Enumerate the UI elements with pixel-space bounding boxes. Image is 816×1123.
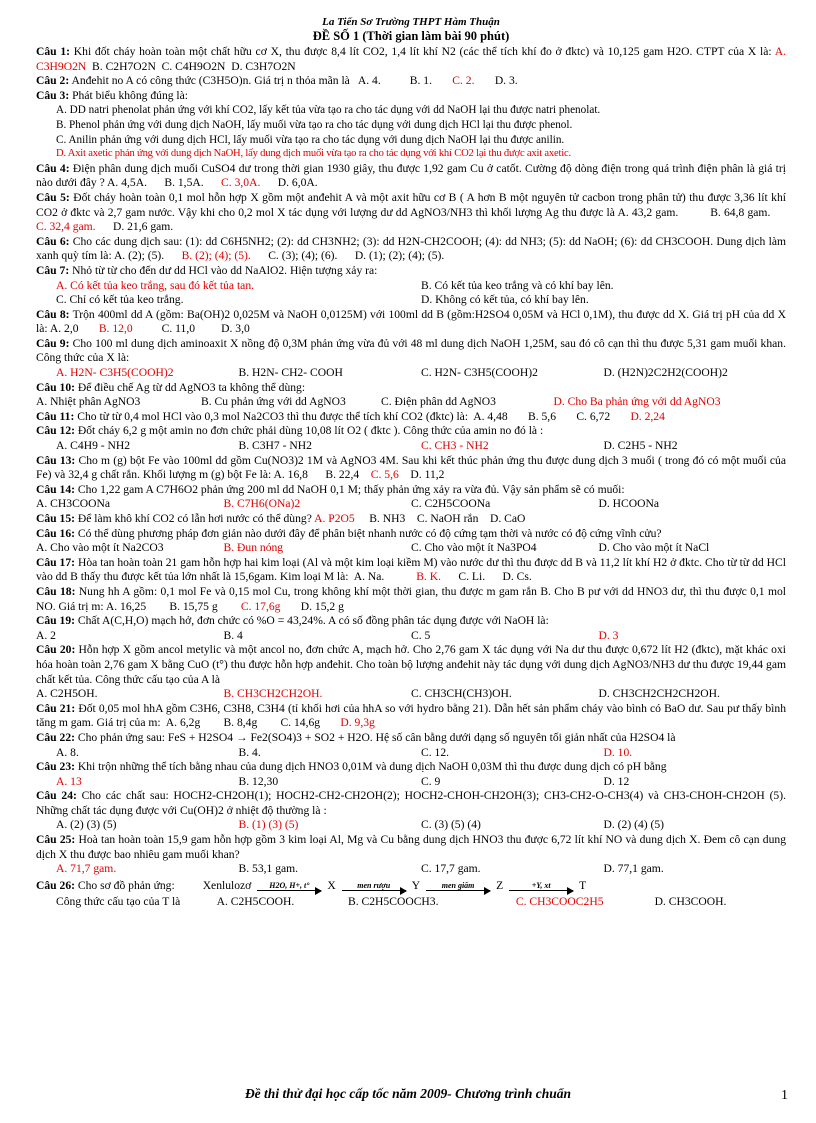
question-14: Câu 14: Cho 1,22 gam A C7H6O2 phản ứng 200 ml dd NaOH 0,1 M; thấy phản ứng xảy ra vừa đủ. Vậy sản phẩm sẽ có muối: [36, 482, 625, 496]
question-26: Câu 26: Cho sơ đồ phản ứng: Xenlulozơ H2O, H+, t° X men rượu Y men giấm Z +Y, xt T [36, 878, 587, 892]
question-9: Câu 9: Cho 100 ml dung dịch aminoaxit X nồng độ 0,3M phản ứng vừa đủ với 48 ml dung dịch NaOH 1,25M, sau đó cô cạn thì thu được 5,31 gam muối khan. Công thức của X là: [36, 336, 786, 365]
question-7-options-row2: C. Chỉ có kết tủa keo trắng. D. Không có kết tủa, có khí bay lên. [56, 293, 589, 307]
question-22: Câu 22: Cho phản ứng sau: FeS + H2SO4 → Fe2(SO4)3 + SO2 + H2O. Hệ số cân bằng dưới dạng số nguyên tối giản nhất của H2SO4 là [36, 730, 676, 744]
scheme-z: Z [496, 878, 504, 892]
question-5: Câu 5: Đốt cháy hoàn toàn 0,1 mol hỗn hợp X gồm một anđehit A và một axit hữu cơ B ( A hơn B một nguyên tử cacbon trong phân tử) thu được 3,36 lít khí CO2 ở đktc và 2,7 gam nước. Vậy khi cho 0,2 mol X tác dụng với lượng dư dd AgNO3/NH3 thì khối lượng Ag thu được là A. 43,2 gam. B. 64,8 gam. C. 32,4 gam. D. 21,6 gam. [36, 190, 786, 234]
question-1: Câu 1: Khi đốt cháy hoàn toàn một chất hữu cơ X, thu được 8,4 lít CO2, 1,4 lít khí N2 (các thể tích khí đo ở đktc) và 10,125 gam H2O. CTPT của X là: A. C3H9O2N B. C2H7O2N C. C4H9O2N D. C3H7O2N [36, 45, 786, 73]
scheme-y: Y [411, 878, 421, 892]
scheme-t: T [579, 878, 587, 892]
question-23: Câu 23: Khi trộn những thể tích bằng nhau của dung dịch HNO3 0,01M và dung dịch NaOH 0,03M thì thu được dung dịch có pH bằng [36, 760, 667, 774]
question-25-options: A. 71,7 gam. B. 53,1 gam. C. 17,7 gam. D. 77,1 gam. [56, 862, 664, 876]
question-25: Câu 25: Hoà tan hoàn toàn 15,9 gam hỗn hợp gồm 3 kim loại Al, Mg và Cu bằng dung dịch HNO3 thu được 6,72 lít khí NO và dung dịch X. Đem cô cạn dung dịch X thu được bao nhiêu gam muối khan? [36, 833, 786, 861]
question-2: Câu 2: Anđehit no A có công thức (C3H5O)n. Giá trị n thỏa mãn là A. 4. B. 1. C. 2. D. 3. [36, 74, 518, 88]
question-21: Câu 21: Đốt 0,05 mol hhA gồm C3H6, C3H8, C3H4 (tỉ khối hơi của hhA so với hydro bằng 21). Dẫn hết sản phẩm cháy vào bình có BaO dư. Sau pư thấy bình tăng m gam. Giá trị của m: A. 6,2g B. 8,4g C. 14,6g D. 9,3g [36, 701, 787, 730]
question-23-options: A. 13 B. 12,30 C. 9 D. 12 [56, 774, 630, 788]
scheme-arrow-1: H2O, H+, t° [257, 881, 321, 891]
scheme-arrow-4: +Y, xt [509, 881, 573, 891]
scheme-arrow-2: men rượu [342, 881, 406, 891]
question-20: Câu 20: Hỗn hợp X gồm ancol metylic và một ancol no, đơn chức A, mạch hở. Cho 2,76 gam X tác dụng với Na dư thu được 0,672 lít H2 (đktc), mặt khác oxi hóa hoàn toàn 2,76 gam X bằng CuO (t°) thu được hỗn hợp anđehit. Cho toàn bộ lượng anđehit này tác dụng với dung dịch AgNO3/NH3 dư thu được 19,44 gam chất kết tủa. Công thức cấu tạo của A là [36, 643, 786, 686]
exam-title: ĐỀ SỐ 1 (Thời gian làm bài 90 phút) [312, 29, 510, 43]
question-16-options: A. Cho vào một ít Na2CO3 B. Đun nóng C. Cho vào một ít Na3PO4 D. Cho vào một ít NaCl [36, 541, 710, 555]
question-10-options: A. Nhiệt phân AgNO3 B. Cu phản ứng với dd AgNO3 C. Điện phân dd AgNO3 D. Cho Ba phản ứng với dd AgNO3 [36, 395, 721, 409]
question-12: Câu 12: Đốt cháy 6,2 g một amin no đơn chức phải dùng 10,08 lít O2 ( đktc ). Công thức của amin no đó là : [36, 424, 544, 438]
scheme-x: X [327, 878, 336, 892]
question-17: Câu 17: Hòa tan hoàn toàn 21 gam hỗn hợp hai kim loại (Al và một kim loại kiềm M) vào nước dư thì thu được dd B và 11,2 lít khí H2 ở đktc. Cho từ từ dd HCl vào dd B thấy thu được kết tủa lớn nhất là 15,6gam. Kim loại M là: A. Na. B. K. C. Li. D. Cs. [36, 555, 786, 584]
question-3: Câu 3: Phát biểu không đúng là: [36, 88, 189, 102]
question-4: Câu 4: Điện phân dung dịch muối CuSO4 dư trong thời gian 1930 giây, thu được 1,92 gam Cu ở catốt. Cường độ dòng điện trong quá trình điện phân là giá trị nào dưới đây ? A. 4,5A. B. 1,5A. C. 3,0A. D. 6,0A. [36, 161, 786, 190]
question-10: Câu 10: Để điều chế Ag từ dd AgNO3 ta không thể dùng: [36, 380, 306, 394]
question-20-options: A. C2H5OH. B. CH3CH2CH2OH. C. CH3CH(CH3)OH. D. CH3CH2CH2CH2OH. [36, 687, 720, 701]
question-7-options-row1: A. Có kết tủa keo trắng, sau đó kết tủa tan. B. Có kết tủa keo trắng và có khí bay lên. [56, 278, 614, 292]
scheme-start: Xenlulozơ [202, 878, 252, 892]
question-14-options: A. CH3COONa B. C7H6(ONa)2 C. C2H5COONa D. HCOONa [36, 497, 660, 511]
question-15: Câu 15: Để làm khô khí CO2 có lẫn hơi nước có thể dùng? A. P2O5 B. NH3 C. NaOH rắn D. CaO [36, 512, 526, 525]
question-9-options: A. H2N- C3H5(COOH)2 B. H2N- CH2- COOH C. H2N- C3H5(COOH)2 D. (H2N)2C2H2(COOH)2 [56, 366, 728, 380]
question-11: Câu 11: Cho từ từ 0,4 mol HCl vào 0,3 mol Na2CO3 thì thu được thể tích khí CO2 (đktc) là: A. 4,48 B. 5,6 C. 6,72 D. 2,24 [36, 409, 665, 423]
page-header: La Tiến Sơ Trường THPT Hàm Thuận [322, 16, 500, 28]
question-6: Câu 6: Cho các dung dịch sau: (1): dd C6H5NH2; (2): dd CH3NH2; (3): dd H2N-CH2COOH; (4): dd NH3; (5): dd NaOH; (6): dd CH3COOH. Dung dịch làm xanh quỳ tím là: A. (2); (5). B. (2); (4); (5). C. (3); (4); (6). D. (1); (2); (4); (5). [36, 234, 786, 263]
exam-page [36, 16, 786, 910]
question-16: Câu 16: Có thể dùng phương pháp đơn giản nào dưới đây để phân biệt nhanh nước có độ cứng tạm thời và nước có độ cứng vĩnh cửu? [36, 526, 662, 540]
question-19-options: A. 2 B. 4 C. 5 D. 3 [36, 628, 619, 642]
question-13: Câu 13: Cho m (g) bột Fe vào 100ml dd gồm Cu(NO3)2 1M và AgNO3 4M. Sau khi kết thúc phản ứng thu được dung dịch 3 muối ( trong đó có một muối của Fe) và 32,4 g chất rắn. Khối lượng m (g) bột Fe là: A. 16,8 B. 22,4 C. 5,6 D. 11,2 [36, 453, 786, 482]
page-footer: Đề thi thử đại học cấp tốc năm 2009- Chương trình chuẩn [244, 1086, 572, 1101]
question-26-options: Công thức cấu tạo của T là A. C2H5COOH. B. C2H5COOCH3. C. CH3COOC2H5 D. CH3COOH. [56, 895, 727, 909]
question-22-options: A. 8. B. 4. C. 12. D. 10. [56, 745, 633, 759]
page-number: 1 [781, 1088, 788, 1103]
question-18: Câu 18: Nung hh A gồm: 0,1 mol Fe và 0,15 mol Cu, trong không khí một thời gian, thu được m gam rắn B. Cho B pư với dd HNO3 dư, thì thu được 0,1 mol NO. Giá trị m: A. 16,25 B. 15,75 g C. 17,6g D. 15,2 g [36, 584, 786, 613]
question-19: Câu 19: Chất A(C,H,O) mạch hở, đơn chức có %O = 43,24%. A có số đồng phân tác dụng được với NaOH là: [36, 614, 549, 628]
question-12-options: A. C4H9 - NH2 B. C3H7 - NH2 C. CH3 - NH2 D. C2H5 - NH2 [56, 439, 678, 453]
question-8: Câu 8: Trộn 400ml dd A (gồm: Ba(OH)2 0,025M và NaOH 0,0125M) với 100ml dd B (gồm:H2SO4 0,05M và HCl 0,1M), thu được dd X. Giá trị pH của dd X là: A. 2,0 B. 12,0 C. 11,0 D. 3,0 [36, 307, 786, 336]
question-24: Câu 24: Cho các chất sau: HOCH2-CH2OH(1); HOCH2-CH2-CH2OH(2); HOCH2-CHOH-CH2OH(3); CH3-CH2-O-CH3(4) và CH3-CHOH-CH2OH (5). Những chất tác dụng được với Cu(OH)2 ở nhiệt độ thường là : [36, 789, 786, 817]
scheme-arrow-3: men giấm [426, 881, 490, 891]
question-3-options: A. DD natri phenolat phản ứng với khí CO2, lấy kết tủa vừa tạo ra cho tác dụng với dd NaOH lại thu được natri phenolat. B. Phenol phản ứng với dung dịch NaOH, lấy muối vừa tạo ra cho tác dụng với dung dịch HCl lại thu được phenol. C. Anilin phản ứng với dung dịch HCl, lấy muối vừa tạo ra cho tác dụng với dung dịch NaOH lại thu được anilin. D. Axit axetic phản ứng với dung dịch NaOH, lấy dung dịch muối vừa tạo ra cho tác dụng với khí CO2 lại thu được axit axetic. [56, 104, 601, 160]
question-24-options: A. (2) (3) (5) B. (1) (3) (5) C. (3) (5) (4) D. (2) (4) (5) [56, 818, 665, 832]
question-7: Câu 7: Nhỏ từ từ cho đến dư dd HCl vào dd NaAlO2. Hiện tượng xảy ra: [36, 263, 378, 277]
